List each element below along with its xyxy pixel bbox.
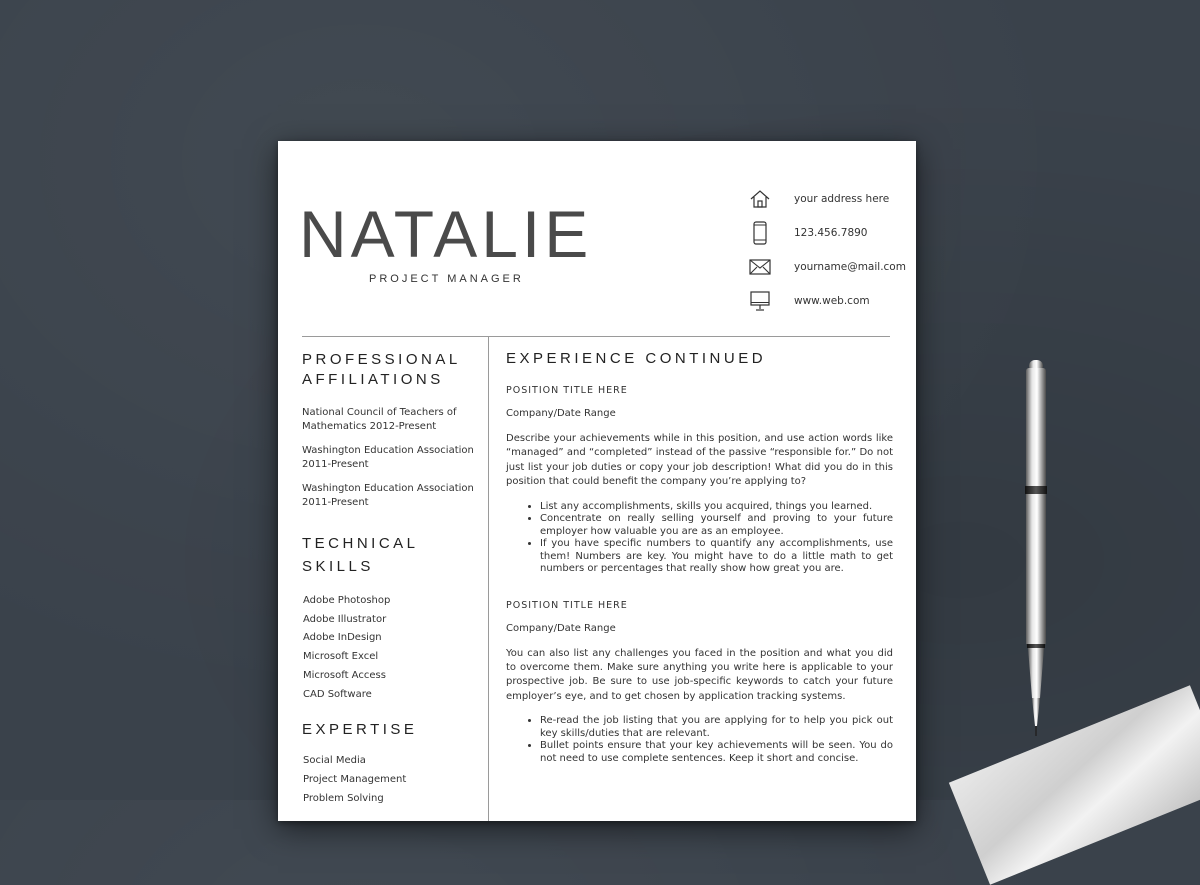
expertise-item: Social Media	[303, 755, 366, 767]
achievement-item: • Bullet points ensure that your key achievements will be seen. You do not need to use complete sentences. Keep it short and concise.	[540, 740, 893, 765]
affiliation-item	[302, 444, 482, 472]
expertise-item: Problem Solving	[303, 792, 384, 804]
skill-item: Adobe Illustrator	[303, 613, 387, 625]
skill-item: Microsoft Access	[303, 669, 386, 681]
skill-item: Adobe Photoshop	[303, 595, 391, 606]
contact-email	[748, 255, 906, 279]
resume-page	[278, 141, 916, 821]
affiliations-heading-line2: AFFILIATIONS	[302, 371, 444, 388]
technical-heading-line2: SKILLS	[302, 558, 374, 575]
skill-item: Microsoft Excel	[303, 651, 379, 663]
position-description: Describe your achievements while in this position, and use action words like “managed” and “completed” instead of the passive “responsible for.” Do not just list your job duties or copy your job description! What did you do in this position that could benefit the company you’re applying to?	[506, 433, 893, 488]
phone-icon	[748, 221, 772, 245]
affiliation-line: 2011-Present	[302, 497, 369, 508]
home-icon	[748, 187, 772, 211]
contact-address	[748, 187, 890, 211]
technical-heading-line1: TECHNICAL	[302, 535, 419, 552]
expertise-heading: EXPERTISE	[302, 721, 418, 739]
experience-heading: EXPERIENCE CONTINUED	[506, 350, 767, 367]
affiliation-line: Mathematics 2012-Present	[302, 421, 437, 432]
monitor-icon	[748, 289, 772, 313]
column-divider	[488, 337, 489, 821]
contact-web	[748, 289, 870, 313]
affiliation-line: 2011-Present	[302, 459, 369, 470]
achievement-list	[506, 715, 893, 765]
position-description: You can also list any challenges you faced in the position and what you did to overcome them. Make sure anything you write here is applicable to your prospective job. Be sure to use job-specific keywords to catch your future employer’s eye, and to get chosen by application tracking systems.	[506, 647, 893, 702]
experience-section	[506, 350, 893, 765]
contact-phone-text: 123.456.7890	[794, 227, 868, 239]
company-date: Company/Date Range	[506, 408, 616, 419]
skill-item: Adobe InDesign	[303, 632, 382, 644]
affiliation-item	[302, 406, 482, 434]
affiliation-line: Washington Education Association	[302, 483, 474, 494]
achievement-item: • Re-read the job listing that you are applying for to help you pick out key skills/duties that are relevant.	[540, 715, 893, 740]
technical-heading	[302, 532, 482, 578]
contact-phone	[748, 221, 868, 245]
affiliations-heading	[302, 350, 482, 390]
contact-address-text: your address here	[794, 193, 890, 205]
achievement-item: • If you have specific numbers to quantify any accomplishments, use them! Numbers are key. You might have to do a little math to get numbers or percentages that really show how great you are.	[540, 538, 893, 576]
skill-item: CAD Software	[303, 688, 372, 700]
affiliation-line: National Council of Teachers of	[302, 407, 457, 418]
achievement-item: • Concentrate on really selling yourself and proving to your future employer how valuable you are as an employee.	[540, 513, 893, 538]
marble-surface	[949, 685, 1200, 884]
company-date: Company/Date Range	[506, 622, 616, 634]
position-title: POSITION TITLE HERE	[506, 599, 628, 611]
contact-web-text: www.web.com	[794, 295, 870, 307]
position-title: POSITION TITLE HERE	[506, 385, 628, 396]
affiliation-item	[302, 482, 482, 510]
header-divider	[302, 336, 890, 337]
expertise-item: Project Management	[303, 773, 407, 785]
sidebar	[302, 350, 482, 808]
achievement-list	[506, 501, 893, 576]
resume-name: NATALIE	[299, 197, 593, 271]
pen-image	[1021, 358, 1051, 738]
affiliations-heading-line1: PROFESSIONAL	[302, 351, 461, 368]
affiliation-line: Washington Education Association	[302, 445, 474, 456]
achievement-item: • List any accomplishments, skills you acquired, things you learned.	[540, 501, 893, 514]
resume-role: PROJECT MANAGER	[369, 273, 524, 285]
mail-icon	[748, 255, 772, 279]
contact-email-text: yourname@mail.com	[794, 261, 906, 273]
